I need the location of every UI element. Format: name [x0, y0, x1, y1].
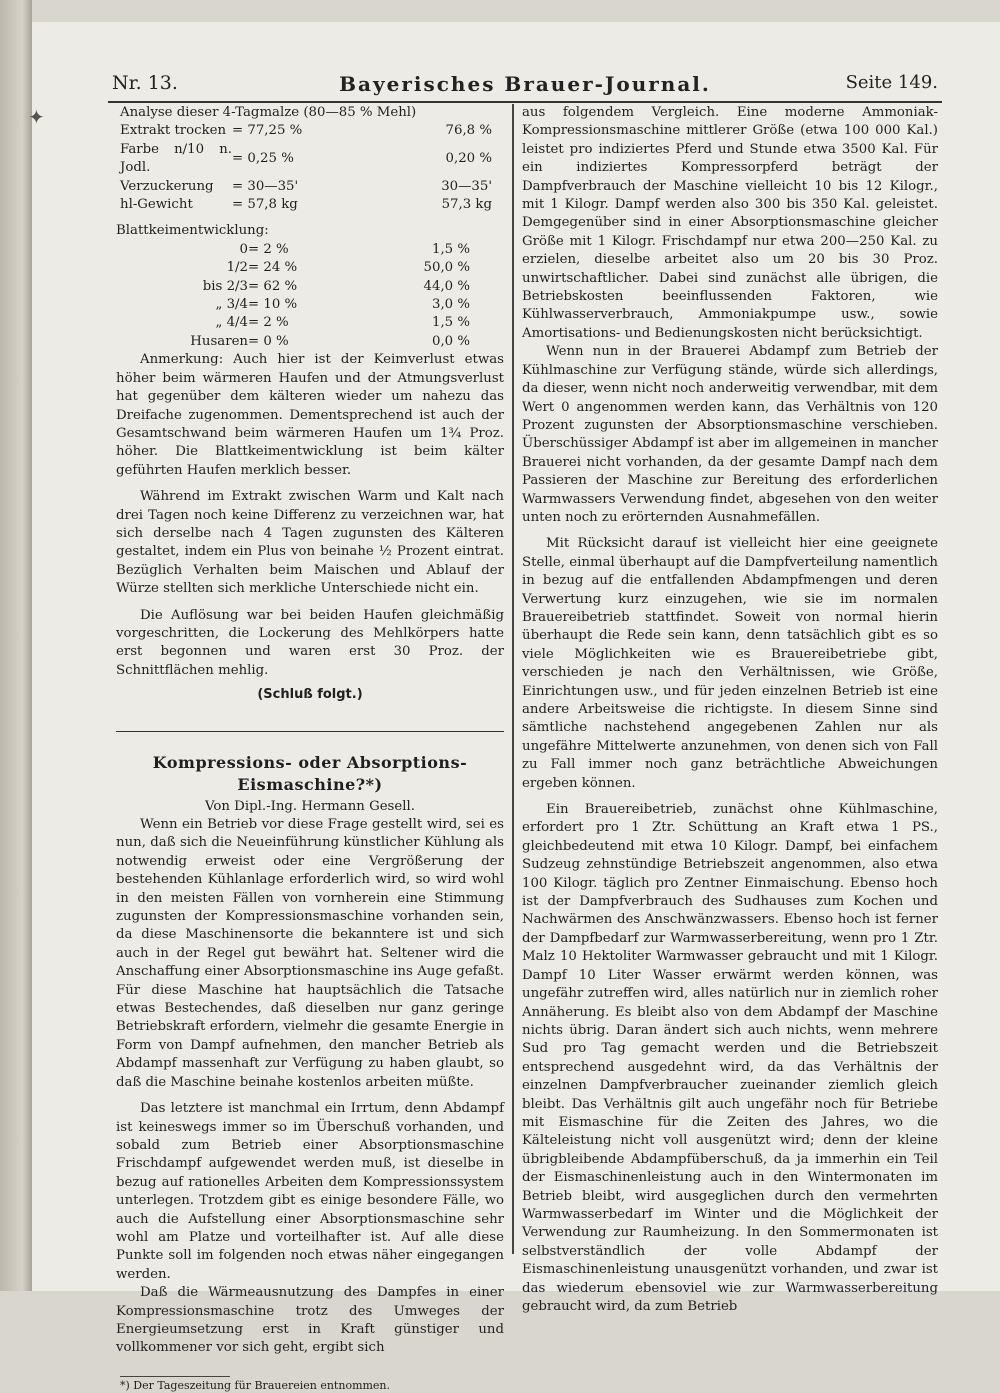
table-cell: 1,5 % [431, 241, 470, 257]
table-cell: 76,8 % [445, 123, 492, 139]
footnote-rule [120, 1376, 230, 1377]
article-divider [116, 731, 504, 732]
table-cell: Husaren [190, 333, 248, 349]
table-row [120, 122, 492, 140]
table-row [120, 241, 470, 259]
keim-table [120, 241, 470, 351]
table-cell: 30—35' [441, 178, 492, 194]
paragraph: Wenn nun in der Brauerei Abdampf zum Betrieb der Kühlmaschine zur Verfügung stände, würde sich allerdings, da dieser, wenn nicht noch anderweitig verwendbar, mit dem Wert 0 angenommen werden kann, das Verhältnis von 120 Prozent zugunsten der Absorptionsmaschine verschieben. Überschüssiger Abdampf ist aber im allgemeinen in mancher Brauerei nicht vorhanden, da der gesamte Dampf nach dem Passieren der Maschine zur Bereitung des erforderlichen Warmwassers Verwendung findet, abgesehen von den weiter unten noch zu erörternden Ausnahmefällen. [522, 344, 938, 525]
column-divider [512, 104, 514, 1254]
table-cell: bis 2/3 [202, 278, 248, 294]
table-cell: 0,20 % [445, 151, 492, 167]
paragraph: Mit Rücksicht darauf ist vielleicht hier eine geeignete Stelle, einmal überhaupt auf die Dampfverteilung namentlich in bezug auf die entfallenden Abdampfmengen und deren Verwertung kurz einzugehen, wie sie im normalen Brauereibetrieb stattfindet. Soweit von normal hierin überhaupt die Rede sein kann, denn tatsächlich gibt es so viele Möglichkeiten wie es Brauereibetriebe gibt, verschieden je nach den Verhältnissen, wie Größe, Einrichtungen usw., und für jeden einzelnen Betrieb ist eine andere Arbeitsweise die richtigste. In diesem Sinne sind sämtliche nachstehend angegebenen Zahlen nur als ungefähre Mittelwerte anzunehmen, von denen sich von Fall zu Fall immer noch ganz beträchtliche Abweichungen ergeben können. [522, 536, 938, 791]
analysis-caption: Analyse dieser 4-Tagmalze (80—85 % Mehl) [120, 105, 417, 120]
table-cell: = 24 % [248, 260, 298, 276]
article-author: Von Dipl.-Ing. Hermann Gesell. [205, 798, 415, 814]
table-cell: = 0 % [248, 333, 289, 349]
page-header [112, 72, 938, 100]
analysis-table [120, 104, 492, 214]
table-cell: Extrakt trocken [120, 123, 227, 139]
table-cell: = 10 % [248, 297, 298, 313]
table-row [120, 196, 492, 214]
header-rule [108, 101, 942, 103]
keim-caption: Blattkeimentwicklung: [116, 223, 269, 239]
paragraph: aus folgendem Vergleich. Eine moderne Ammoniak-Kompressionsmaschine mittlerer Größe (etwa 100 000 Kal.) leistet pro indiziertes Pferd und Stunde etwa 3500 Kal. Für ein indiziertes Kompressorpferd beträgt der Dampfverbrauch der Maschine vielleicht 10 bis 12 Kilogr., mit 1 Kilogr. Dampf werden also 300 bis 350 Kal. geleistet. Demgegenüber sind in einer Absorptionsmaschine gleicher Größe mit 1 Kilogr. Frischdampf nur etwa 200—250 Kal. zu erzielen, dieselbe arbeitet also um 20 bis 30 Proz. unwirtschaftlicher. Dabei sind zunächst alle übrigen, die Betriebskosten beeinflussenden Faktoren, wie Kühlwasserverbrauch, Ammoniakpumpe usw., sowie Amortisations- und Bedienungskosten nicht berücksichtigt. [522, 105, 938, 341]
paragraph: Während im Extrakt zwischen Warm und Kalt nach drei Tagen noch keine Differenz zu verzeichnen war, hat sich derselbe nach 4 Tagen zugunsten des Kälteren gestaltet, indem ein Plus von beinahe ½ Prozent eintrat. Bezüglich Verhalten beim Maischen und Ablauf der Würze stellten sich merkliche Unterschiede nicht ein. [116, 489, 504, 597]
table-cell: 3,0 % [431, 297, 470, 313]
table-row [120, 178, 492, 196]
paragraph: Anmerkung: Auch hier ist der Keimverlust etwas höher beim wärmeren Haufen und der Atmungsverlust hat gegenüber dem kälteren wieder um nahezu das Dreifache zugenommen. Dementsprechend ist auch der Gesamtschwand beim wärmeren Haufen um 1¾ Proz. höher. Die Blattkeimentwicklung ist beim kälter geführten Haufen merklich besser. [116, 352, 504, 478]
right-column [522, 104, 938, 1316]
table-cell: = 30—35' [232, 178, 299, 194]
left-column [116, 104, 504, 1393]
table-cell: = 62 % [248, 278, 298, 294]
table-row [120, 259, 470, 277]
table-row [120, 314, 470, 332]
table-row [120, 333, 470, 351]
issue-number: Nr. 13. [112, 72, 178, 94]
page-number: Seite 149. [845, 72, 938, 93]
table-cell: = 57,8 kg [232, 197, 298, 213]
table-cell: Verzuckerung [120, 178, 214, 194]
table-cell: 44,0 % [423, 278, 470, 294]
table-cell: 1,5 % [431, 315, 470, 331]
table-cell: hl-Gewicht [120, 197, 193, 213]
table-cell: „ 3/4 [215, 297, 248, 313]
table-cell: „ 4/4 [215, 315, 248, 331]
journal-title: Bayerisches Brauer-Journal. [339, 72, 711, 96]
table-cell: 1/2 [226, 260, 248, 276]
table-cell: = 77,25 % [232, 123, 303, 139]
continued-note: (Schluß folgt.) [257, 687, 363, 703]
table-cell: = 2 % [248, 241, 289, 257]
page-binding [0, 0, 32, 1291]
paragraph: Das letztere ist manchmal ein Irrtum, denn Abdampf ist keineswegs immer so im Überschuß vorhanden, und sobald zum Betrieb einer Absorptionsmaschine Frischdampf aufgewendet werden muß, ist dieselbe in bezug auf rationelles Arbeiten dem Kompressionssystem unterlegen. Trotzdem gibt es einige besondere Fälle, wo auch die Aufstellung einer Absorptionsmaschine sehr wohl am Platze und vorteilhafter ist. Auf alle diese Punkte soll im folgenden noch etwas näher eingegangen werden. [116, 1101, 504, 1282]
table-row [120, 296, 470, 314]
paragraph: Daß die Wärmeausnutzung des Dampfes in einer Kompressionsmaschine trotz des Umweges der Energieumsetzung erst in Kraft günstiger und vollkommener vor sich geht, ergibt sich [116, 1285, 504, 1356]
article-title: Kompressions- oder Absorptions-Eismaschine?*) [152, 752, 468, 794]
table-cell: = 0,25 % [232, 151, 294, 167]
pin-icon: ✦ [28, 105, 45, 129]
paragraph: Wenn ein Betrieb vor diese Frage gestellt wird, sei es nun, daß sich die Neueinführung künstlicher Kühlung als notwendig erweist oder eine Vergrößerung der bestehenden Kühlanlage erforderlich wird, so wird wohl in den meisten Fällen von vornherein eine Stimmung zugunsten der Kompressionsmaschine vorhanden sein, da diese Maschinensorte die bekanntere ist und sich auch in der Regel gut bewährt hat. Seltener wird die Anschaffung einer Absorptionsmaschine ins Auge gefaßt. Für diese Maschine hat hauptsächlich die Tatsache etwas Bestechendes, daß dieselben nur ganz geringe Betriebskraft erfordern, vielmehr die gesamte Energie in Form von Dampf aufnehmen, den mancher Betrieb als Abdampf massenhaft zur Verfügung zu haben glaubt, so daß die Maschine beinahe kostenlos arbeiten müßte. [116, 817, 504, 1090]
table-cell: 57,3 kg [441, 197, 492, 213]
paragraph: Die Auflösung war bei beiden Haufen gleichmäßig vorgeschritten, die Lockerung des Mehlkörpers hatte erst begonnen und waren erst 30 Proz. der Schnittflächen mehlig. [116, 607, 504, 678]
table-cell: = 2 % [248, 315, 289, 331]
footnote: *) Der Tageszeitung für Brauereien entnommen. [120, 1378, 391, 1392]
table-cell: 0,0 % [431, 333, 470, 349]
table-row [120, 278, 470, 296]
table-cell: 50,0 % [423, 260, 470, 276]
paragraph: Ein Brauereibetrieb, zunächst ohne Kühlmaschine, erfordert pro 1 Ztr. Schüttung an Kraft etwa 1 PS., gleichbedeutend mit etwa 10 Kilogr. Dampf, bei einfachem Sudzeug zehnstündige Betriebszeit angenommen, also etwa 100 Kilogr. täglich pro Zentner Einmaischung. Ebenso hoch ist der Dampfverbrauch des Sudhauses zum Kochen und Nachwärmen des Anschwänzwassers. Ebenso hoch ist ferner der Dampfbedarf zur Warmwasserbereitung, wenn pro 1 Ztr. Malz 10 Hektoliter Warmwasser gebraucht und mit 1 Kilogr. Dampf 10 Liter Wasser erwärmt werden können, was ungefähr zutreffen wird, alles natürlich nur in ziemlich roher Annäherung. Es bleibt also von dem Abdampf der Maschine nichts übrig. Daran ändert sich auch nichts, wenn mehrere Sud pro Tag gemacht werden und die Betriebszeit entsprechend ausgedehnt wird, da das Verhältnis der einzelnen Dampfverbraucher zueinander ziemlich gleich bleibt. Das Verhältnis gilt auch ungefähr noch für Betriebe mit Eismaschine für die Zeiten des Jahres, wo die Kälteleistung nicht voll ausgenützt wird; denn der kleine übrigbleibende Abdampfüberschuß, da ja immerhin ein Teil der Eismaschinenleistung auch in den Wintermonaten im Betrieb bleibt, wird ausgeglichen durch den vermehrten Warmwasserbedarf im Winter und die Möglichkeit der Verwendung zur Raumheizung. In den Sommermonaten ist selbstverständlich der volle Abdampf der Eismaschinenleistung unausgenützt vorhanden, und zwar ist das wiederum ebensoviel wie zur Warmwasserbereitung gebraucht wird, da zum Betrieb [522, 802, 938, 1314]
table-cell: 0 [239, 241, 248, 257]
table-row [120, 141, 492, 178]
table-cell: Farbe n/10 n. Jodl. [120, 141, 232, 176]
